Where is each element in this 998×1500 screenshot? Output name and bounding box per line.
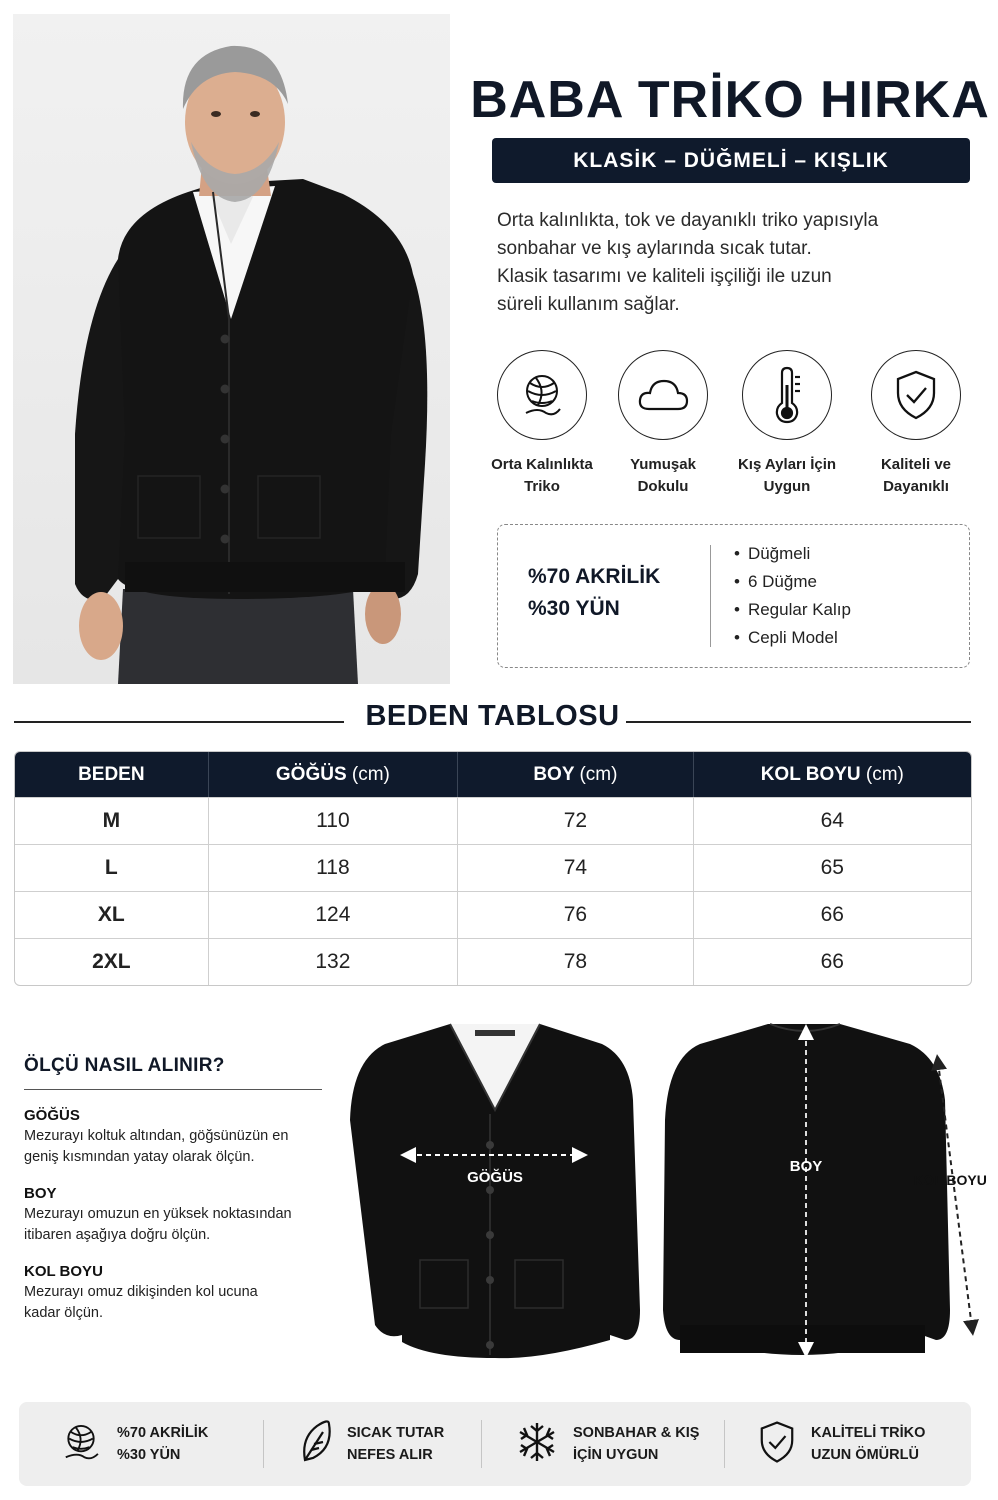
table-header-row <box>15 752 971 797</box>
measurement-guide <box>24 1055 324 1324</box>
bottom-feature-label: %30 YÜN <box>117 1447 181 1463</box>
material-line: %30 YÜN <box>528 597 620 620</box>
feature-label: Uygun <box>763 478 811 495</box>
feature-label: Triko <box>524 478 560 495</box>
bottom-feature-item <box>299 1402 444 1486</box>
size-cell: L <box>15 844 209 891</box>
sleeve-label: KOL BOYU <box>913 1172 987 1188</box>
table-row <box>15 938 971 985</box>
product-title: BABA TRİKO HIRKA <box>470 71 990 129</box>
column-header: GÖĞÜS (cm) <box>209 752 459 797</box>
detail-list <box>748 540 851 652</box>
snowflake-icon <box>515 1420 559 1469</box>
chest-label: GÖĞÜS <box>467 1169 523 1186</box>
divider <box>724 1420 725 1468</box>
measurement-title: BOY <box>24 1185 57 1202</box>
bottom-feature-label: UZUN ÖMÜRLÜ <box>811 1447 919 1463</box>
description-line: Klasik tasarımı ve kaliteli işçiliği ile uzun <box>497 266 832 287</box>
shield-check-icon <box>757 1420 797 1469</box>
feature-item <box>598 350 728 498</box>
detail-item: • Düğmeli <box>748 540 851 568</box>
material-info-box <box>497 524 970 668</box>
length-cell: 76 <box>458 891 693 938</box>
bottom-feature-label: %70 AKRİLİK <box>117 1425 209 1441</box>
size-table-title: BEDEN TABLOSU <box>365 700 620 732</box>
bottom-feature-item <box>515 1402 699 1486</box>
bottom-feature-label: SICAK TUTAR <box>347 1425 445 1441</box>
size-table-heading <box>14 700 971 740</box>
column-header: KOL BOYU (cm) <box>694 752 971 797</box>
measurement-title: GÖĞÜS <box>24 1107 80 1124</box>
column-header: BEDEN <box>15 752 209 797</box>
cloud-icon <box>618 350 708 440</box>
length-cell: 74 <box>458 844 693 891</box>
leaf-icon <box>299 1420 333 1469</box>
feature-item <box>851 350 981 498</box>
measurement-item <box>24 1107 324 1168</box>
sleeve-cell: 65 <box>694 844 971 891</box>
description-line: süreli kullanım sağlar. <box>497 294 680 315</box>
divider <box>710 545 711 647</box>
feature-item <box>477 350 607 498</box>
bottom-feature-bar <box>19 1402 971 1486</box>
description-line: sonbahar ve kış aylarında sıcak tutar. <box>497 238 812 259</box>
detail-item: • Cepli Model <box>748 624 851 652</box>
feature-item <box>722 350 852 498</box>
length-cell: 78 <box>458 938 693 985</box>
chest-cell: 132 <box>209 938 459 985</box>
measurement-item <box>24 1263 324 1324</box>
feature-label: Dayanıklı <box>883 478 949 495</box>
yarn-ball-icon <box>59 1420 103 1469</box>
cardigan-front <box>350 1024 640 1358</box>
garment-measurement-diagram <box>340 1010 998 1390</box>
table-row <box>15 891 971 938</box>
length-label: BOY <box>789 1158 823 1175</box>
divider <box>626 721 971 723</box>
bottom-feature-label: İÇİN UYGUN <box>573 1447 659 1463</box>
shield-check-icon <box>871 350 961 440</box>
detail-item: • Regular Kalıp <box>748 596 851 624</box>
table-row <box>15 844 971 891</box>
bottom-feature-label: SONBAHAR & KIŞ <box>573 1425 700 1441</box>
thermometer-icon <box>742 350 832 440</box>
chest-cell: 110 <box>209 797 459 844</box>
size-cell: XL <box>15 891 209 938</box>
product-description <box>497 207 937 319</box>
measurement-text: Mezurayı omuz dikişinden kol ucuna kadar ölçün. <box>24 1284 258 1321</box>
feature-label: Kaliteli ve <box>880 456 952 473</box>
measurement-text: Mezurayı omuzun en yüksek noktasından itibaren aşağıya doğru ölçün. <box>24 1206 292 1243</box>
length-cell: 72 <box>458 797 693 844</box>
feature-label: Orta Kalınlıkta <box>491 456 593 473</box>
cardigan-back <box>663 1024 987 1355</box>
measurement-text: Mezurayı koltuk altından, göğsünüzün en geniş kısmından yatay olarak ölçün. <box>24 1128 289 1165</box>
sleeve-cell: 66 <box>694 938 971 985</box>
measurement-title: KOL BOYU <box>24 1263 103 1280</box>
model-photo <box>13 14 450 684</box>
sleeve-cell: 66 <box>694 891 971 938</box>
description-line: Orta kalınlıkta, tok ve dayanıklı triko yapısıyla <box>497 210 879 231</box>
size-table <box>14 751 972 986</box>
feature-label: Kış Ayları İçin <box>737 456 837 473</box>
bottom-feature-label: NEFES ALIR <box>347 1447 433 1463</box>
size-cell: 2XL <box>15 938 209 985</box>
feature-label: Yumuşak <box>630 456 696 473</box>
size-cell: M <box>15 797 209 844</box>
divider <box>481 1420 482 1468</box>
chest-cell: 124 <box>209 891 459 938</box>
chest-cell: 118 <box>209 844 459 891</box>
table-row <box>15 797 971 844</box>
bottom-feature-label: KALİTELİ TRİKO <box>811 1425 926 1441</box>
measurement-item <box>24 1185 324 1246</box>
material-composition <box>528 561 660 625</box>
sleeve-cell: 64 <box>694 797 971 844</box>
detail-item: • 6 Düğme <box>748 568 851 596</box>
yarn-ball-icon <box>497 350 587 440</box>
feature-label: Dokulu <box>637 478 689 495</box>
column-header: BOY (cm) <box>458 752 693 797</box>
bottom-feature-item <box>59 1402 208 1486</box>
bottom-feature-item <box>757 1402 925 1486</box>
measurement-guide-title: ÖLÇÜ NASIL ALINIR? <box>24 1055 322 1090</box>
divider <box>263 1420 264 1468</box>
feature-list <box>477 350 982 500</box>
product-subtitle: KLASİK – DÜĞMELİ – KIŞLIK <box>492 138 970 183</box>
material-line: %70 AKRİLİK <box>528 565 661 588</box>
